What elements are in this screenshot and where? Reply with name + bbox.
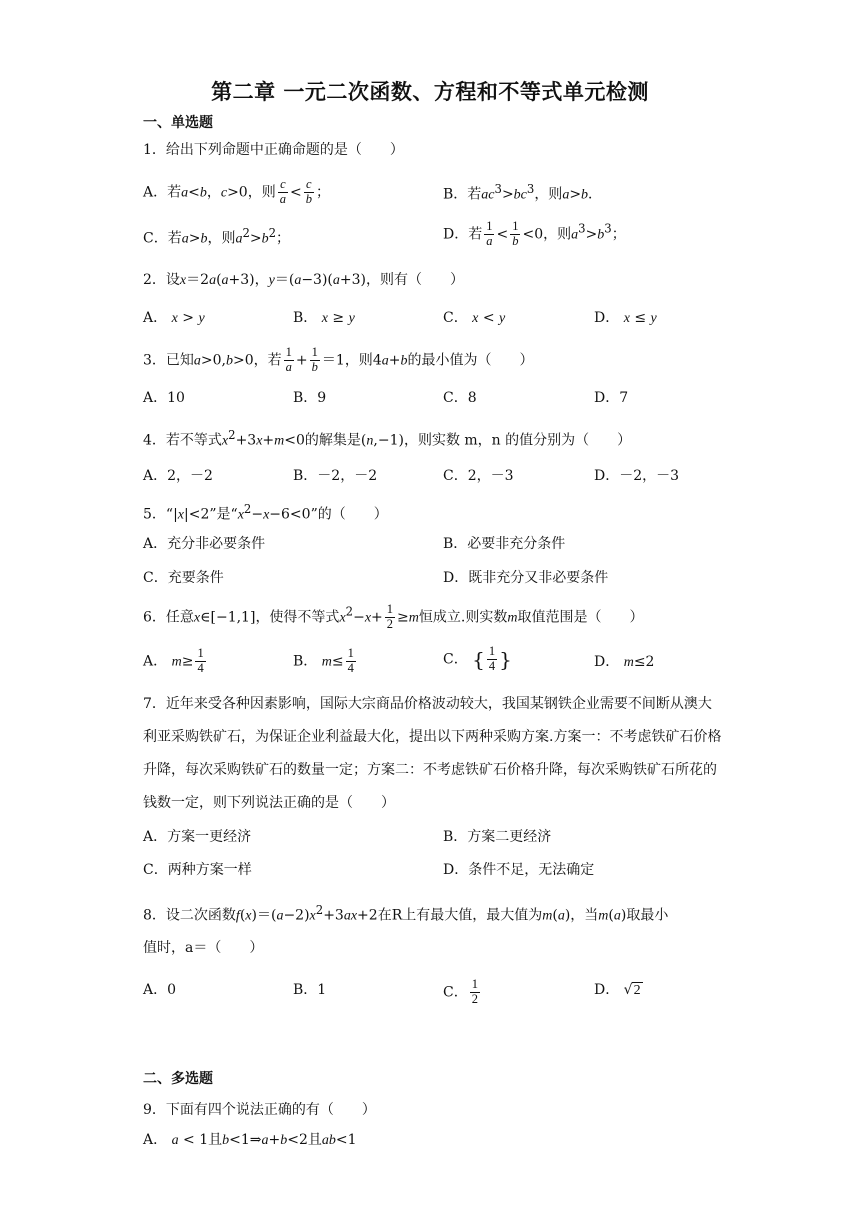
question-6-stem: 6．任意x∈[−1,1]，使得不等式$x^2-x+$ $\frac{1}{2}$ ≥m恒成立.则实数m取值范围是（ ）: [143, 602, 644, 631]
page-title: 第二章 一元二次函数、方程和不等式单元检测: [211, 80, 649, 104]
question-1-stem: 1．给出下列命题中正确命题的是（ ）: [143, 142, 404, 158]
question-4-stem: 4．若不等式$x^2+3x+m<0$的解集是(n,−1)，则实数 m，n 的值分别为（ ）: [143, 428, 632, 449]
question-9-option-a: A． a < 1且b<1⇒a+b<2且ab<1: [143, 1132, 357, 1148]
question-8-stem-line2: 值时，a＝（ ）: [143, 940, 264, 956]
question-1-option-c: C．若a>b，则$a^2>b^2$；: [143, 226, 291, 247]
question-2-option-c: C． x < y: [443, 310, 506, 326]
question-2-option-b: B． x ≥ y: [293, 310, 355, 326]
question-2-option-a: A． x > y: [143, 310, 205, 326]
question-9-stem: 9．下面有四个说法正确的有（ ）: [143, 1102, 376, 1118]
question-4-option-a: A．2，－2: [143, 468, 213, 484]
question-8-option-c: C． $\frac{1}{2}$: [443, 977, 478, 1006]
question-6-option-d: D． m≤2: [594, 654, 655, 670]
question-7-option-a: A．方案一更经济: [143, 829, 252, 845]
question-3-option-a: A．10: [143, 390, 185, 406]
question-7-option-d: D．条件不足，无法确定: [443, 862, 595, 878]
question-3-option-d: D．7: [594, 390, 629, 406]
question-4-option-c: C．2，－3: [443, 468, 514, 484]
question-1-option-d: D．若 $\frac{1}{a}$ < $\frac{1}{b}$ <0，则$a^3>b^3$；: [443, 219, 626, 248]
question-6-option-b: B． m≤ $\frac{1}{4}$: [293, 646, 354, 675]
question-5-option-d: D．既非充分又非必要条件: [443, 570, 609, 586]
question-6-option-c: C． { $\frac{1}{4}$ }: [443, 644, 512, 673]
question-3-option-b: B．9: [293, 390, 327, 406]
question-2-option-d: D． x ≤ y: [594, 310, 657, 326]
question-7-option-c: C．两种方案一样: [143, 862, 252, 878]
question-1-option-b: B．若$ac^3>bc^3$，则a>b．: [443, 182, 603, 203]
question-2-stem: 2．设x＝2a(a+3)，y＝(a−3)(a+3)，则有（ ）: [143, 272, 464, 288]
question-3-stem: 3．已知a>0,b>0，若 $\frac{1}{a}$ + $\frac{1}{b}$ ＝1，则4a+b的最小值为（ ）: [143, 345, 534, 374]
question-8-option-d: D． √2: [594, 982, 641, 998]
question-4-option-d: D．－2，－3: [594, 468, 680, 484]
question-8-option-b: B．1: [293, 982, 327, 998]
question-6-option-a: A． m≥ $\frac{1}{4}$: [143, 646, 204, 675]
question-7-stem: 7．近年来受各种因素影响，国际大宗商品价格波动较大，我国某钢铁企业需要不间断从澳大利亚采购铁矿石，为保证企业利益最大化，提出以下两种采购方案.方案一：不考虑铁矿石价格升降，每次采购铁矿石的数量一定；方案二：不考虑铁矿石价格升降，每次采购铁矿石所花的钱数一定，则下列说法正确的是（ ）: [143, 696, 722, 811]
question-4-option-b: B．－2，－2: [293, 468, 378, 484]
question-7-option-b: B．方案二更经济: [443, 829, 552, 845]
question-5-option-b: B．必要非充分条件: [443, 536, 566, 552]
section-heading-single-choice: 一、单选题: [143, 115, 213, 131]
question-5-stem: 5．“|x|<2”是“$x^2-x-6<0$”的（ ）: [143, 502, 388, 523]
section-heading-multiple-choice: 二、多选题: [143, 1071, 213, 1087]
question-5-option-a: A．充分非必要条件: [143, 536, 266, 552]
question-3-option-c: C．8: [443, 390, 477, 406]
question-5-option-c: C．充要条件: [143, 570, 224, 586]
question-8-stem: 8．设二次函数$f(x)=(a-2)x^2+3ax+2$在R上有最大值，最大值为m(a)，当m(a)取最小: [143, 903, 669, 924]
question-1-option-a: A．若a<b，c>0，则 $\frac{c}{a}$ < $\frac{c}{b}$ ；: [143, 177, 330, 206]
question-8-option-a: A．0: [143, 982, 177, 998]
